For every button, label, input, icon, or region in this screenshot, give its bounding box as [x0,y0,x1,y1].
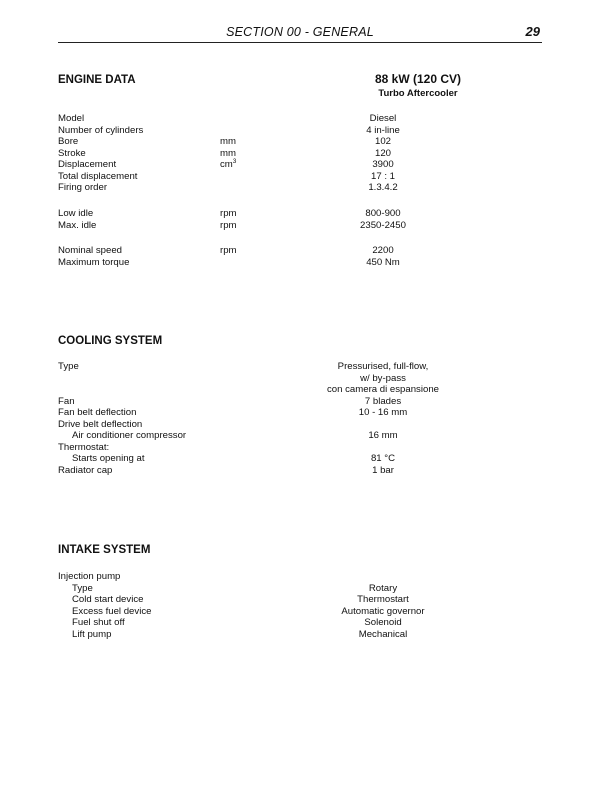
intake-row-lift-pump [58,629,542,641]
cooling-system-heading: COOLING SYSTEM [58,335,163,347]
cooling-row-radiator-cap [58,465,542,477]
row-label: Maximum torque [58,257,130,268]
unit-base: cm [220,159,233,170]
row-value: Automatic governor [341,606,425,617]
row-unit: rpm [220,245,237,256]
row-label: Injection pump [58,571,121,582]
row-value: Solenoid [364,617,402,628]
row-value: 2200 [372,245,394,256]
cooling-row-ac-compressor [58,430,542,442]
intake-row-cold-start [58,594,542,606]
row-label: Stroke [58,148,86,159]
cooling-row-type [58,361,542,373]
row-label: Drive belt deflection [58,419,143,430]
page-header [58,22,542,43]
row-value: 102 [374,136,391,147]
row-label: Fan belt deflection [58,407,137,418]
row-label: Cold start device [72,594,144,605]
cooling-row-fan-belt [58,407,542,419]
engine-row-max-idle [58,220,542,232]
engine-model-subheading: Turbo Aftercooler [378,88,458,99]
engine-row-bore [58,136,542,148]
engine-row-displacement [58,159,542,171]
row-value: 2350-2450 [360,220,406,231]
row-value: 7 blades [364,396,402,407]
row-label: Fan [58,396,75,407]
row-label: Excess fuel device [72,606,152,617]
intake-system-heading: INTAKE SYSTEM [58,544,151,556]
cooling-row-starts-opening [58,453,542,465]
engine-data-heading: ENGINE DATA [58,74,136,86]
engine-model-heading: 88 kW (120 CV) [374,72,462,86]
row-label: Air conditioner compressor [72,430,187,441]
row-value: 800-900 [365,208,401,219]
row-label: Thermostat: [58,442,110,453]
row-label: Nominal speed [58,245,122,256]
row-label: Displacement [58,159,117,170]
row-value: 4 in-line [366,125,400,136]
row-value: 1 bar [372,465,394,476]
row-label: Radiator cap [58,465,113,476]
row-label: Firing order [58,182,108,193]
row-label: Starts opening at [72,453,145,464]
row-value: 1.3.4.2 [368,182,398,193]
page-number: 29 [525,24,540,39]
row-unit: mm [220,136,236,147]
row-value: 81 °C [370,453,396,464]
row-value: Pressurised, full-flow, [337,361,429,372]
intake-row-injection-pump [58,571,542,583]
cooling-row-type-cont [58,384,542,396]
unit-superscript: 3 [232,158,237,165]
row-value: 17 : 1 [370,171,395,182]
row-value: Rotary [368,583,398,594]
engine-row-model [58,113,542,125]
row-unit: mm [220,148,236,159]
row-value: con camera di espansione [327,384,439,395]
row-unit [220,159,236,171]
row-label: Lift pump [72,629,112,640]
row-label: Fuel shut off [72,617,125,628]
row-value: 450 Nm [366,257,400,268]
section-title: SECTION 00 - GENERAL [226,25,374,39]
row-label: Low idle [58,208,94,219]
row-value: 120 [374,148,391,159]
row-label: Bore [58,136,79,147]
row-value: Mechanical [358,629,408,640]
row-unit: rpm [220,208,237,219]
row-label: Type [58,361,79,372]
row-value: Thermostart [357,594,409,605]
row-label: Max. idle [58,220,97,231]
row-value: 16 mm [368,430,398,441]
row-label: Number of cylinders [58,125,144,136]
intake-row-fuel-shut-off [58,617,542,629]
row-label: Type [72,583,93,594]
row-value: 10 - 16 mm [358,407,408,418]
row-value: Diesel [369,113,397,124]
engine-row-nominal-speed [58,245,542,257]
row-value: w/ by-pass [360,373,406,384]
engine-row-low-idle [58,208,542,220]
row-label: Model [58,113,85,124]
row-value: 3900 [372,159,394,170]
engine-row-max-torque [58,257,542,269]
row-label: Total displacement [58,171,138,182]
row-unit: rpm [220,220,237,231]
engine-row-firing-order [58,182,542,194]
